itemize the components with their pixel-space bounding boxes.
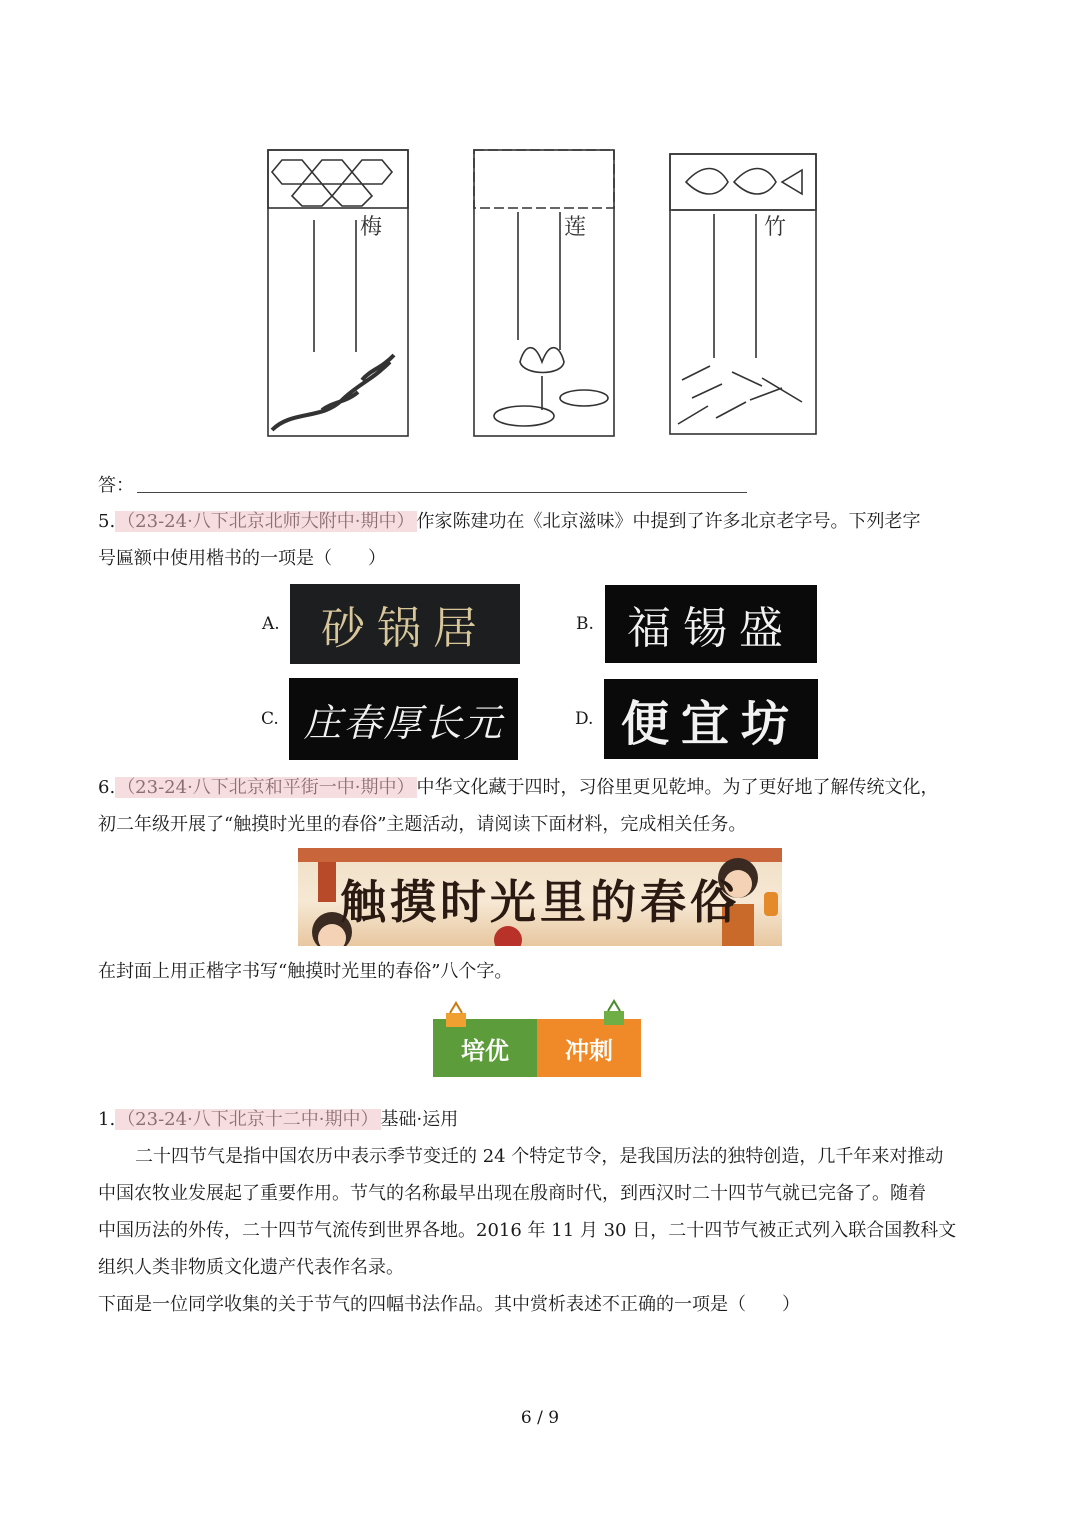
q5-text-line1: 作家陈建功在《北京滋味》中提到了许多北京老字号。下列老字	[416, 511, 921, 532]
answer-rule[interactable]	[137, 492, 747, 493]
q5-option-c-label[interactable]: C.	[261, 709, 279, 729]
q6-text-line2: 初二年级开展了“触摸时光里的春俗”主题活动，请阅读下面材料，完成相关任务。	[98, 814, 747, 835]
q6-line1	[98, 776, 939, 800]
badge-right-label: 冲刺	[537, 1019, 641, 1077]
page-number: 6 / 9	[520, 1408, 560, 1428]
bookmark-label-plum: 梅	[360, 215, 383, 240]
section-badge	[433, 1019, 641, 1077]
q5-text-line2: 号匾额中使用楷书的一项是（ ）	[98, 548, 386, 569]
q6-banner-title: 触摸时光里的春俗	[340, 875, 740, 929]
binder-clip-icon	[441, 1001, 471, 1031]
q5-option-d-label[interactable]: D.	[575, 709, 594, 729]
bookmark-plum	[268, 150, 408, 436]
bookmark-label-lotus: 莲	[564, 215, 587, 240]
q6-banner-image	[298, 848, 782, 946]
q1-para-line2: 中国农牧业发展起了重要作用。节气的名称最早出现在殷商时代，到西汉时二十四节气就已完备了。随着	[98, 1183, 926, 1204]
binder-clip-icon	[599, 999, 629, 1029]
q1-line1	[98, 1108, 458, 1132]
q5-option-b-plaque[interactable]: 福锡盛	[605, 585, 817, 663]
q6-source-tag: （23-24·八下北京和平街一中·期中）	[117, 777, 415, 798]
q5-option-c-plaque[interactable]: 庄春厚长元	[289, 678, 518, 760]
q5-line1	[98, 510, 921, 534]
badge-left-label: 培优	[433, 1019, 537, 1077]
q1-number: 1.	[98, 1109, 116, 1130]
q5-source-tag: （23-24·八下北京北师大附中·期中）	[117, 511, 415, 532]
q1-heading: 基础·运用	[380, 1109, 459, 1130]
bookmark-lotus	[474, 150, 614, 436]
q5-number: 5.	[98, 511, 116, 532]
q5-option-a-plaque[interactable]: 砂锅居	[290, 584, 520, 664]
q6-text-line1: 中华文化藏于四时，习俗里更见乾坤。为了更好地了解传统文化，	[416, 777, 939, 798]
q6-number: 6.	[98, 777, 116, 798]
bookmark-bamboo	[670, 154, 816, 434]
q1-para-line4: 组织人类非物质文化遗产代表作名录。	[98, 1257, 404, 1278]
q1-para-line3: 中国历法的外传，二十四节气流传到世界各地。2016 年 11 月 30 日，二十四节气被正式列入联合国教科文	[98, 1220, 957, 1241]
answer-label: 答：	[98, 475, 134, 496]
bookmark-label-bamboo: 竹	[764, 215, 787, 240]
q6-task: 在封面上用正楷字书写“触摸时光里的春俗”八个字。	[98, 961, 513, 982]
q5-option-b-label[interactable]: B.	[576, 614, 594, 634]
bookmarks-figure	[262, 140, 822, 440]
q5-option-d-plaque[interactable]: 便宜坊	[604, 679, 818, 759]
q1-para-line1: 二十四节气是指中国农历中表示季节变迁的 24 个特定节令，是我国历法的独特创造，几千年来对推动	[135, 1146, 944, 1167]
q1-question: 下面是一位同学收集的关于节气的四幅书法作品。其中赏析表述不正确的一项是（ ）	[98, 1294, 800, 1315]
q5-option-a-label[interactable]: A.	[262, 614, 280, 634]
q1-source-tag: （23-24·八下北京十二中·期中）	[117, 1109, 379, 1130]
